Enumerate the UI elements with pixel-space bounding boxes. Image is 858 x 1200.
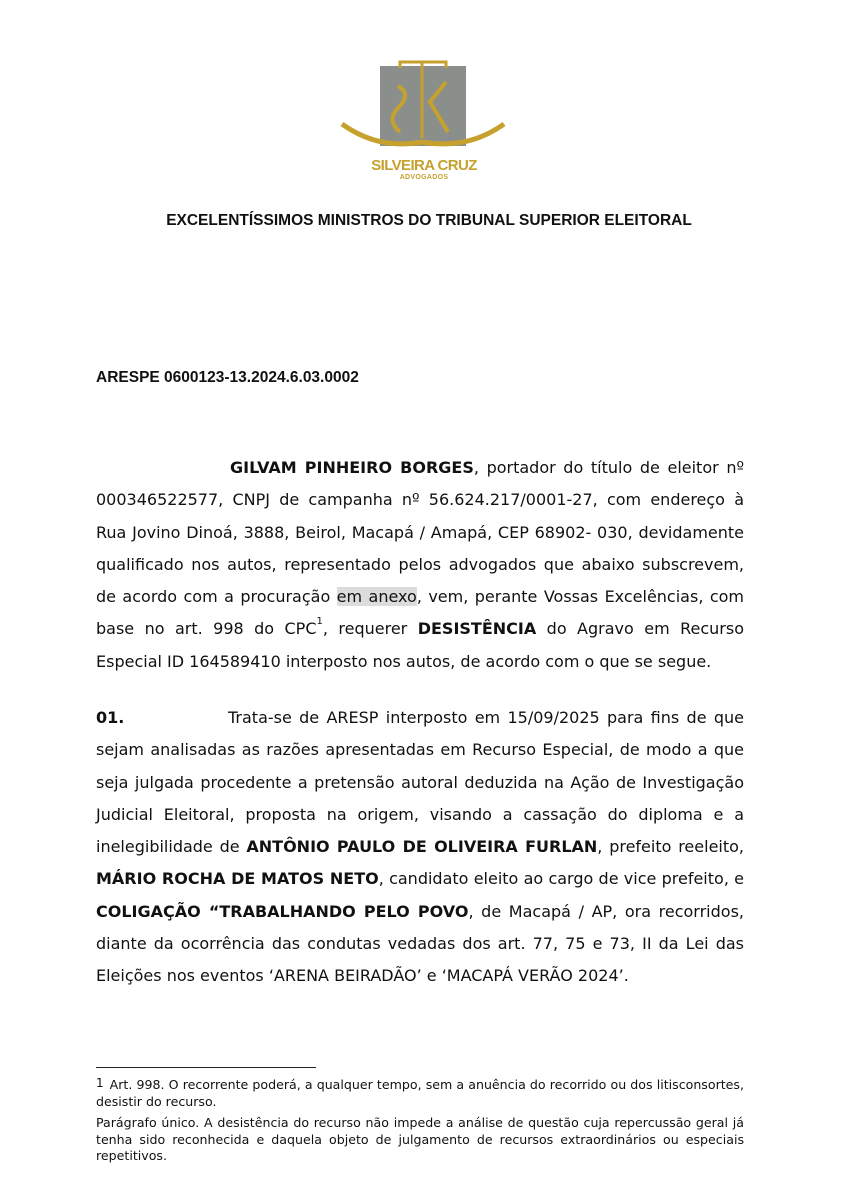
text-segment: , portador do título de eleitor nº 000346522577, CNPJ de campanha nº 56.624.217/0001-27, com endereço à Rua Jovino Dinoá, 3888, Beirol, Macapá / Amapá, CEP 68902- 030, devidamente qualificado nos autos, representado pelos advogados que abaixo subscrevem, de acordo com a procuração	[96, 458, 744, 607]
defendant-name: MÁRIO ROCHA DE MATOS NETO	[96, 869, 379, 889]
text-segment: do Agravo em Recurso Especial ID 164589410 interposto nos autos, de acordo com o que se segue.	[96, 619, 744, 671]
footnote-1-continued: Parágrafo único. A desistência do recurso não impede a análise de questão cuja repercussão geral já tenha sido reconhecida e daquela objeto de julgamento de recursos extraordinários ou especiais repetitivos.	[96, 1115, 744, 1163]
request-keyword: DESISTÊNCIA	[417, 619, 537, 639]
document-heading: EXCELENTÍSSIMOS MINISTROS DO TRIBUNAL SUPERIOR ELEITORAL	[166, 212, 692, 229]
paragraph-01-text	[96, 702, 744, 993]
text-segment: Trata-se de ARESP interposto em 15/09/2025 para fins de que sejam analisadas as razões apresentadas em Recurso Especial, de modo a que seja julgada procedente a pretensão autoral deduzida na Ação de Investigação Judicial Eleitoral, proposta na origem, visando a cassação do diploma e a inelegibilidade de	[96, 708, 744, 857]
case-number: ARESPE 0600123-13.2024.6.03.0002	[96, 369, 359, 386]
defendant-name: ANTÔNIO PAULO DE OLIVEIRA FURLAN	[246, 837, 598, 857]
coalition-name: COLIGAÇÃO “TRABALHANDO PELO POVO	[96, 901, 469, 921]
text-segment: , prefeito reeleito,	[597, 837, 744, 857]
text-segment: , vem, perante Vossas Excelências, com base no art. 998 do CPC	[96, 587, 745, 639]
footnote-divider	[96, 1067, 316, 1068]
highlighted-text: em anexo	[336, 587, 417, 607]
logo-firm-subtitle: ADVOGADOS	[399, 174, 449, 181]
footnote-1	[96, 1077, 744, 1110]
petitioner-name: GILVAM PINHEIRO BORGES	[230, 458, 474, 477]
footnote-mark: 1	[96, 1076, 104, 1090]
text-segment: , candidato eleito ao cargo de vice prefeito, e	[378, 869, 745, 889]
scales-monogram-icon	[338, 58, 508, 158]
text-segment: , de Macapá / AP, ora recorridos, diante da ocorrência das condutas vedadas dos art. 77, 75 e 73, II da Lei das Eleições nos eventos ‘ARENA BEIRADÃO’ e ‘MACAPÁ VERÃO 2024’.	[96, 901, 744, 986]
footnote-reference: 1	[316, 616, 323, 628]
text-segment: , requerer	[322, 619, 418, 639]
paragraph-number: 01.	[96, 708, 125, 727]
paragraph-petitioner	[96, 452, 744, 678]
footnote-text: Art. 998. O recorrente poderá, a qualquer tempo, sem a anuência do recorrido ou dos litisconsortes, desistir do recurso.	[96, 1077, 744, 1109]
logo-firm-name: SILVEIRA CRUZ	[371, 157, 477, 174]
paragraph-01	[96, 702, 744, 993]
law-firm-logo	[338, 58, 508, 186]
